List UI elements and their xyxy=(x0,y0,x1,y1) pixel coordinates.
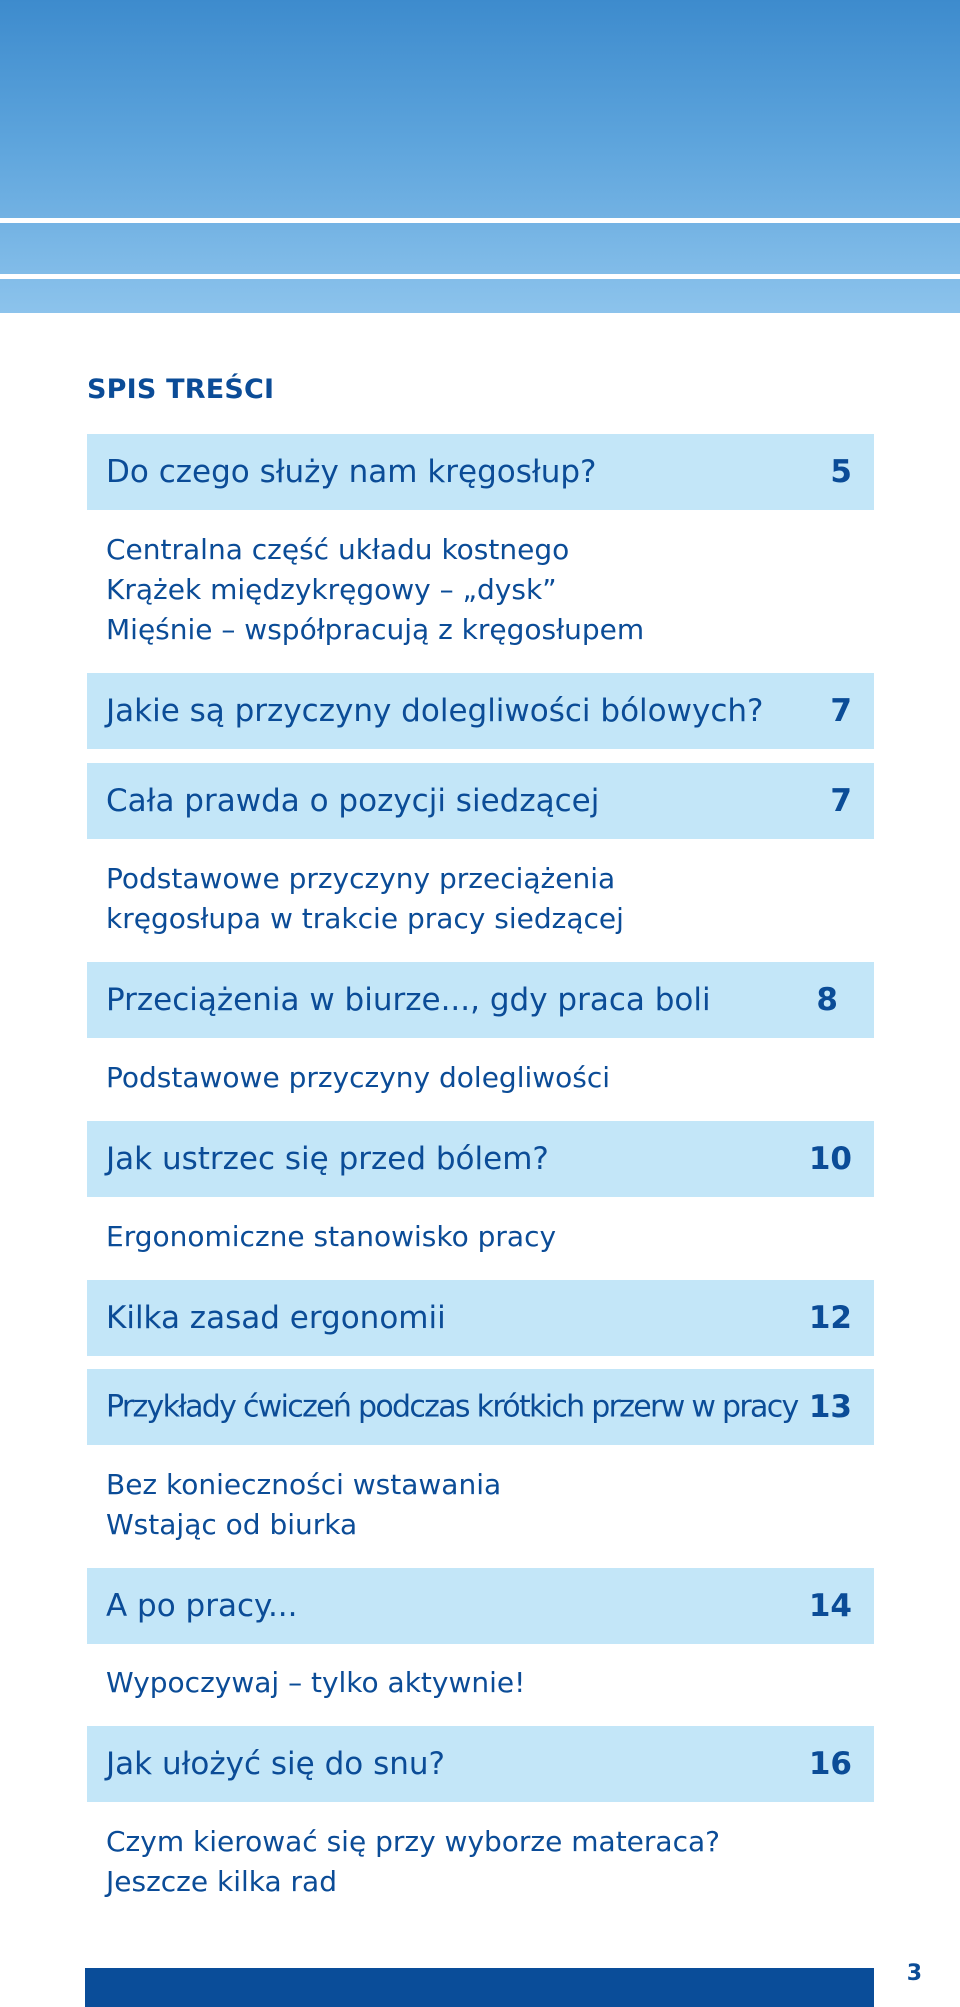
header-stripe-upper xyxy=(0,218,960,223)
toc-entry-label: Jak ułożyć się do snu? xyxy=(106,1746,445,1782)
toc-entry[interactable] xyxy=(87,1121,874,1197)
toc-entry-page: 7 xyxy=(830,693,852,729)
toc-entry-page: 13 xyxy=(808,1389,852,1425)
toc-subtopic: Wypoczywaj – tylko aktywnie! xyxy=(106,1666,526,1699)
header-band xyxy=(0,0,960,313)
toc-entry[interactable] xyxy=(87,962,874,1038)
toc-subtopic: Ergonomiczne stanowisko pracy xyxy=(106,1220,557,1253)
toc-subtopic: Podstawowe przyczyny dolegliwości xyxy=(106,1061,611,1094)
toc-entry-page: 10 xyxy=(808,1141,852,1177)
header-stripe-lower xyxy=(0,274,960,279)
toc-subtopic: Podstawowe przyczyny przeciążenia xyxy=(106,862,616,895)
toc-entry[interactable] xyxy=(87,1726,874,1802)
toc-entry[interactable] xyxy=(87,1280,874,1356)
toc-entry-label: A po pracy... xyxy=(106,1588,298,1624)
toc-entry-label: Jakie są przyczyny dolegliwości bólowych? xyxy=(106,693,764,729)
toc-entry-page: 5 xyxy=(830,454,852,490)
toc-subtopic: Mięśnie – współpracują z kręgosłupem xyxy=(106,613,645,646)
toc-subtopic: Jeszcze kilka rad xyxy=(106,1865,337,1898)
toc-subtopic: Bez konieczności wstawania xyxy=(106,1468,502,1501)
toc-entry[interactable] xyxy=(87,763,874,839)
toc-entry-page: 14 xyxy=(808,1588,852,1624)
toc-entry-page: 16 xyxy=(808,1746,852,1782)
toc-entry-page: 8 xyxy=(816,982,838,1018)
toc-subtopic: Wstając od biurka xyxy=(106,1508,358,1541)
toc-entry-label: Jak ustrzec się przed bólem? xyxy=(106,1141,549,1177)
toc-title: SPIS TREŚCI xyxy=(87,374,275,405)
toc-entry-label: Kilka zasad ergonomii xyxy=(106,1300,446,1336)
toc-entry-label: Cała prawda o pozycji siedzącej xyxy=(106,783,600,819)
toc-entry-page: 7 xyxy=(830,783,852,819)
toc-entry-page: 12 xyxy=(808,1300,852,1336)
footer-bar xyxy=(85,1968,874,2007)
toc-entry[interactable] xyxy=(87,434,874,510)
toc-subtopic: Czym kierować się przy wyborze materaca? xyxy=(106,1825,720,1858)
toc-subtopic: Centralna część układu kostnego xyxy=(106,533,570,566)
toc-subtopic: kręgosłupa w trakcie pracy siedzącej xyxy=(106,902,624,935)
page-number: 3 xyxy=(906,1961,922,1986)
toc-entry-label: Przeciążenia w biurze..., gdy praca boli xyxy=(106,982,711,1018)
toc-entry[interactable] xyxy=(87,1369,874,1445)
toc-entry-label: Przykłady ćwiczeń podczas krótkich przerw w pracy xyxy=(106,1389,798,1425)
toc-subtopic: Krążek międzykręgowy – „dysk” xyxy=(106,573,557,606)
toc-entry[interactable] xyxy=(87,1568,874,1644)
toc-entry-label: Do czego służy nam kręgosłup? xyxy=(106,454,597,490)
toc-entry[interactable] xyxy=(87,673,874,749)
